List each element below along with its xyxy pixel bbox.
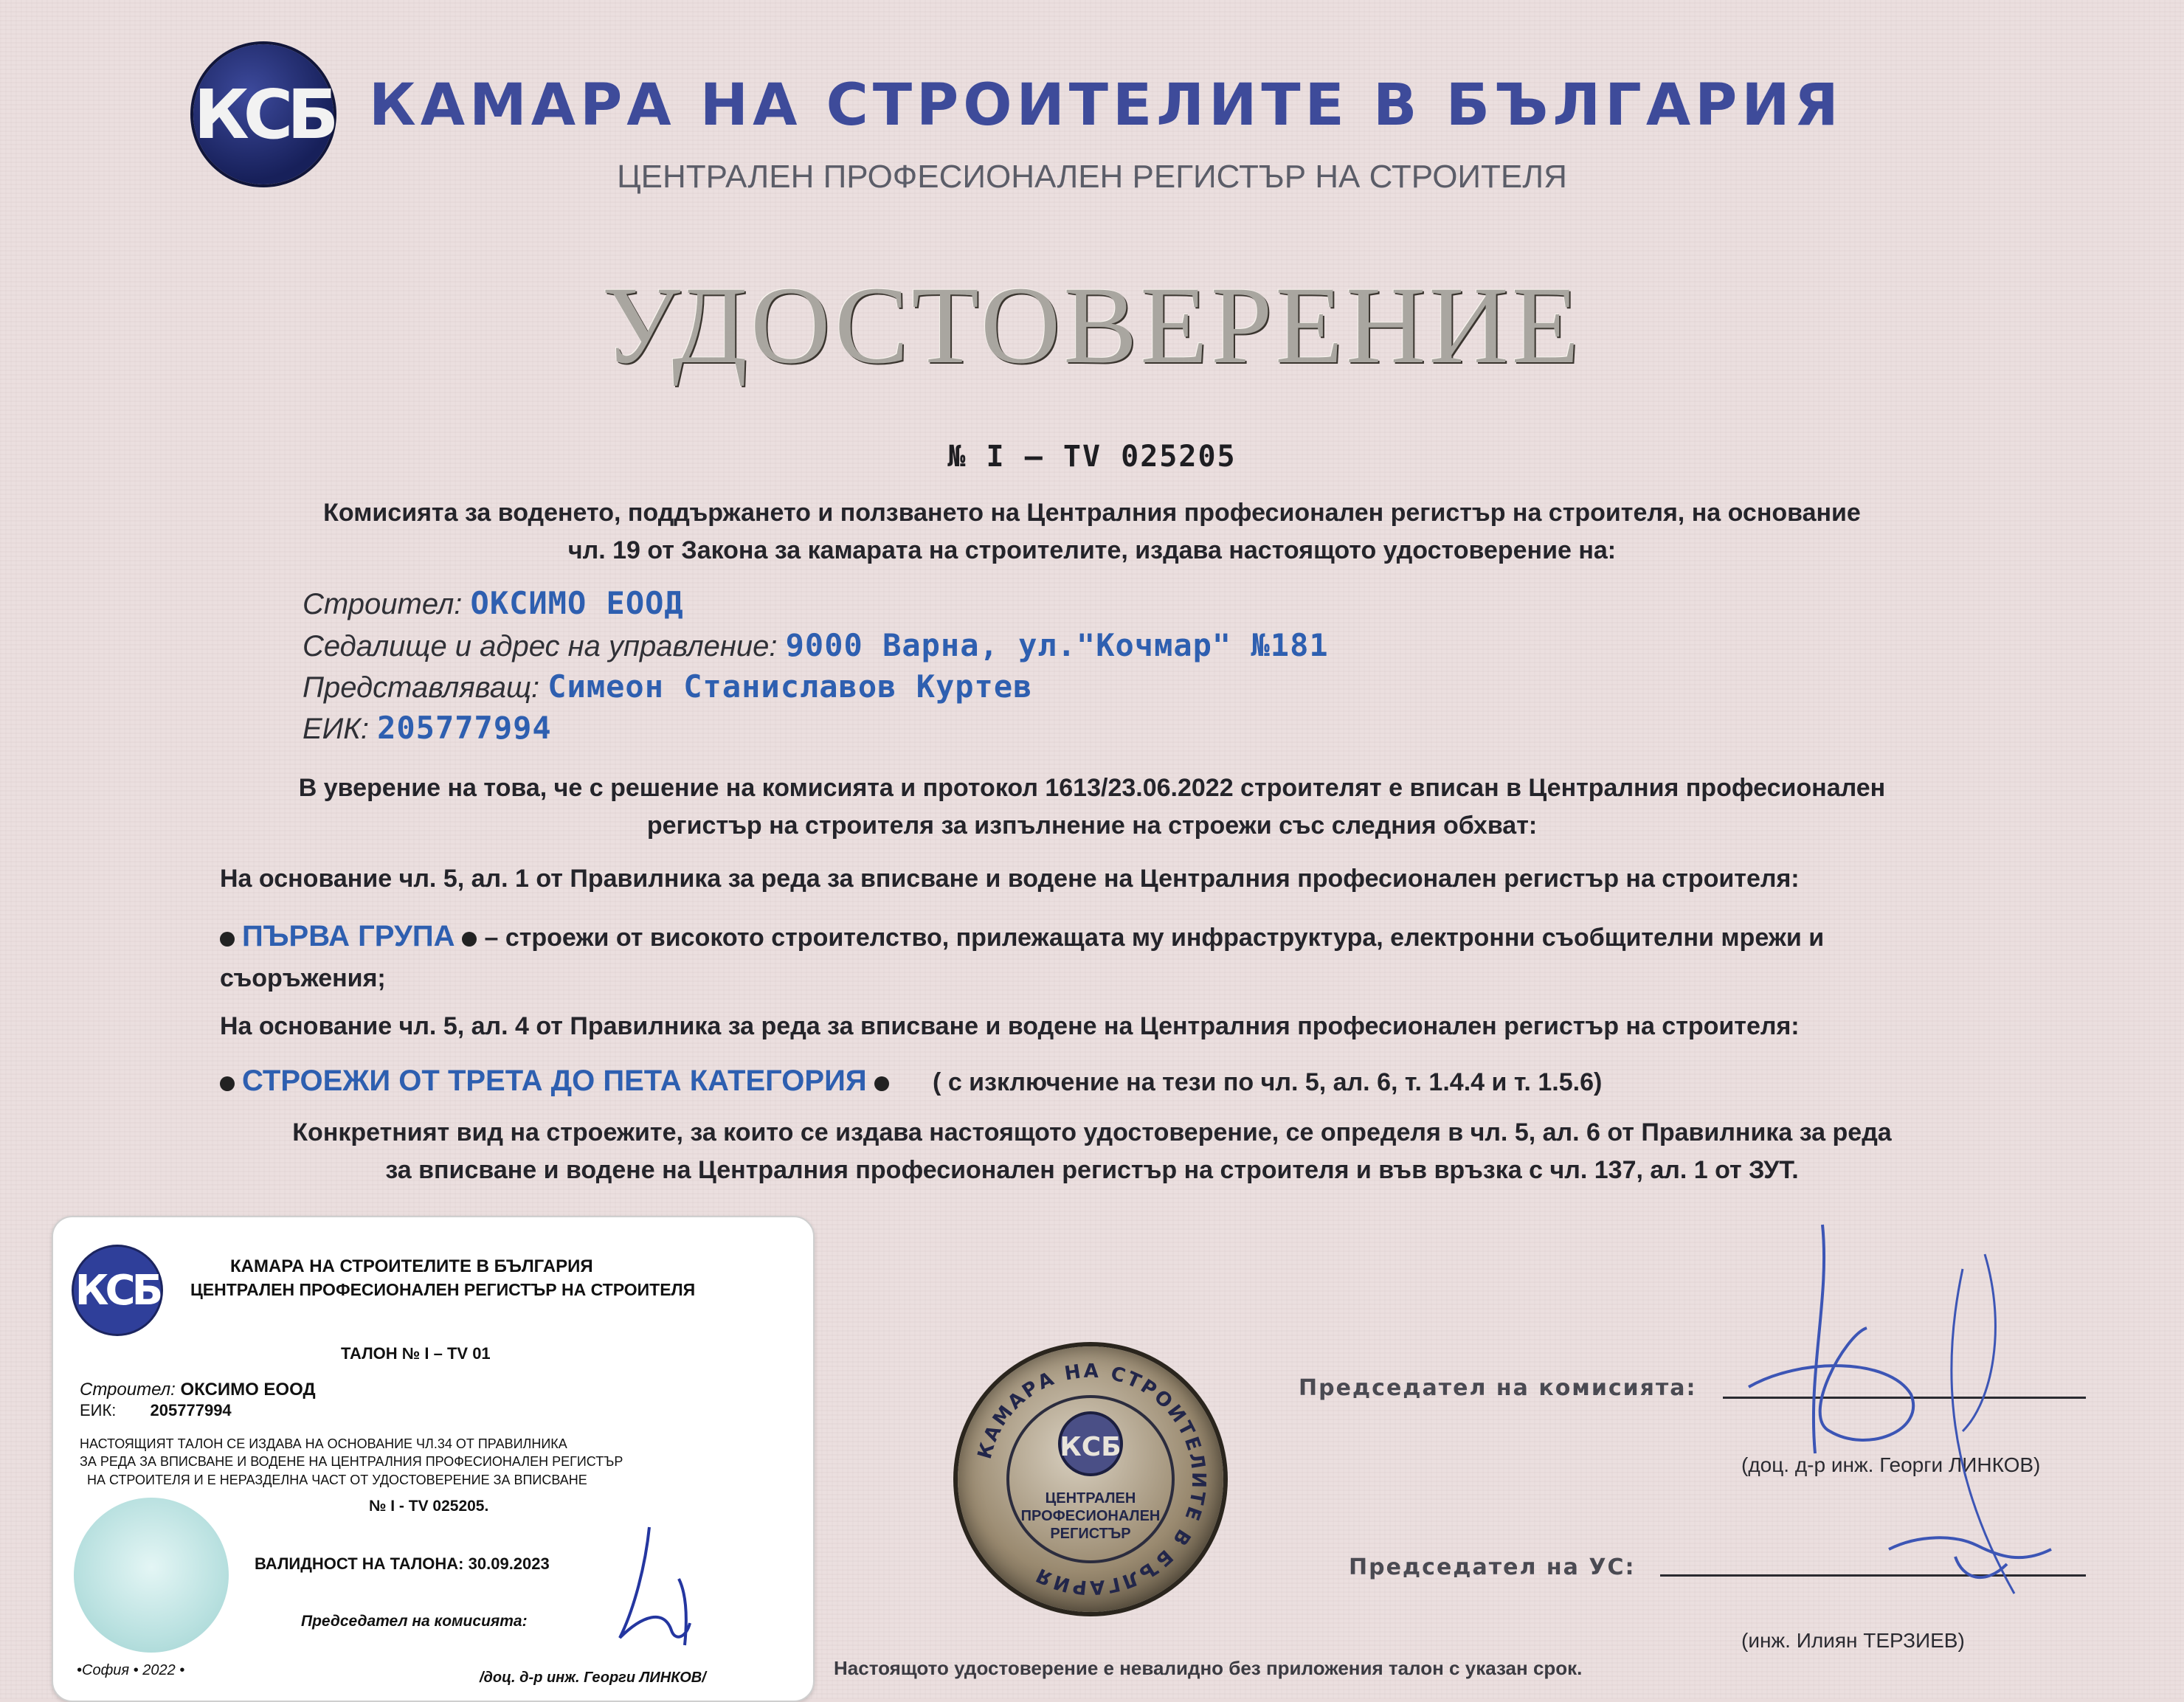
- address-label: Седалище и адрес на управление:: [303, 630, 778, 663]
- group-1-description-cont: съоръжения;: [220, 964, 386, 992]
- embossed-seal: [958, 1346, 1223, 1612]
- basis-1: На основание чл. 5, ал. 1 от Правилника за реда за вписване и водене на Централния професионален регистър на строителя:: [220, 865, 1800, 893]
- group-2-description: ( с изключение на тези по чл. 5, ал. 6, т. 1.4.4 и т. 1.5.6): [933, 1068, 1603, 1096]
- card-chair-label: Председател на комисията:: [301, 1613, 528, 1630]
- chair-commission-signature: [1749, 1225, 1913, 1453]
- seal-logo-text: КСБ: [1060, 1432, 1122, 1462]
- card-eik-row: [80, 1401, 232, 1420]
- intro-line-2: чл. 19 от Закона за камарата на строителите, издава настоящото удостоверение на:: [567, 536, 1617, 564]
- card-notice-line-2: ЗА РЕДА ЗА ВПИСВАНЕ И ВОДЕНЕ НА ЦЕНТРАЛНИЯ ПРОФЕСИОНАЛЕН РЕГИСТЪР: [80, 1454, 623, 1470]
- address-row: [303, 627, 1329, 663]
- group-1: [220, 913, 2035, 998]
- bullet-icon: [220, 1076, 235, 1091]
- card-chair-name: /доц. д-р инж. Георги ЛИНКОВ/: [480, 1670, 706, 1686]
- group-2: [220, 1058, 2035, 1104]
- card-org-name: КАМАРА НА СТРОИТЕЛИТЕ В БЪЛГАРИЯ: [230, 1256, 593, 1276]
- representative-value: Симеон Станиславов Куртев: [547, 668, 1033, 705]
- card-notice: [80, 1435, 623, 1489]
- builder-label: Строител:: [303, 588, 463, 620]
- seal-center-line-1: ЦЕНТРАЛЕН: [1045, 1490, 1136, 1506]
- seal-graphic: [958, 1346, 1223, 1612]
- card-eik-label: ЕИК:: [80, 1401, 117, 1419]
- eik-label: ЕИК:: [303, 713, 369, 745]
- card-validity-row: [255, 1554, 550, 1574]
- group-2-name: СТРОЕЖИ ОТ ТРЕТА ДО ПЕТА КАТЕГОРИЯ: [242, 1065, 867, 1097]
- intro-paragraph: [184, 494, 2000, 570]
- certificate-number: № I – TV 025205: [947, 440, 1237, 474]
- closing-line-2: за вписване и водене на Централния професионален регистър на строителя и във връзка с чл. 137, ал. 1 от ЗУТ.: [385, 1156, 1799, 1184]
- handwritten-signatures: [1719, 1210, 2103, 1638]
- chair-board-label: Председател на УС:: [1349, 1554, 1636, 1580]
- closing-paragraph: [184, 1114, 2000, 1189]
- chair-commission-signature-stroke: [1952, 1254, 2014, 1594]
- eik-row: [303, 710, 552, 746]
- chair-board-signature: [1889, 1537, 2051, 1577]
- registry-name: ЦЕНТРАЛЕН ПРОФЕСИОНАЛЕН РЕГИСТЪР НА СТРОИТЕЛЯ: [617, 159, 1567, 195]
- seal-ring-text: КАМАРА НА СТРОИТЕЛИТЕ В БЪЛГАРИЯ: [973, 1360, 1210, 1599]
- intro-line-1: Комисията за воденето, поддържането и ползването на Централния професионален регистър на строителя, на основание: [323, 499, 1861, 527]
- eik-value: 205777994: [377, 710, 552, 746]
- group-1-name: ПЪРВА ГРУПА: [242, 920, 455, 952]
- certificate-title: УДОСТОВЕРЕНИЕ: [601, 264, 1583, 387]
- decision-line-2: регистър на строителя за изпълнение на строежи със следния обхват:: [646, 812, 1538, 840]
- bullet-icon: [462, 932, 477, 947]
- decision-line-1: В уверение на това, че с решение на комисията и протокол 1613/23.06.2022 строителят е вписан в Централния професионален: [298, 774, 1886, 802]
- basis-2: На основание чл. 5, ал. 4 от Правилника за реда за вписване и водене на Централния професионален регистър на строителя:: [220, 1012, 1800, 1040]
- card-registry-name: ЦЕНТРАЛЕН ПРОФЕСИОНАЛЕН РЕГИСТЪР НА СТРОИТЕЛЯ: [190, 1280, 696, 1299]
- card-signature: [605, 1520, 716, 1660]
- org-name: КАМАРА НА СТРОИТЕЛИТЕ В БЪЛГАРИЯ: [369, 72, 1843, 139]
- builder-value: ОКСИМО ЕООД: [470, 585, 684, 621]
- chair-commission-label: Председател на комисията:: [1299, 1375, 1697, 1401]
- card-cert-ref: № I - TV 025205.: [369, 1498, 489, 1515]
- chair-board-name: (инж. Илиян ТЕРЗИЕВ): [1741, 1629, 1965, 1652]
- ksb-logo-text: КСБ: [193, 75, 334, 154]
- chair-commission-name: (доц. д-р инж. Георги ЛИНКОВ): [1741, 1453, 2041, 1476]
- group-1-description: – строежи от високото строителство, прилежащата му инфраструктура, електронни съобщителни мрежи и: [484, 924, 1825, 952]
- card-builder-value: ОКСИМО ЕООД: [180, 1380, 316, 1400]
- address-value: 9000 Варна, ул."Кочмар" №181: [785, 627, 1329, 663]
- card-validity-label: ВАЛИДНОСТ НА ТАЛОНА:: [255, 1554, 464, 1573]
- hologram-seal: [74, 1498, 229, 1653]
- card-talon-number: ТАЛОН № I – TV 01: [341, 1344, 491, 1363]
- footer-note: Настоящото удостоверение е невалидно без приложения талон с указан срок.: [834, 1657, 1583, 1679]
- card-logo-text: КСБ: [75, 1266, 160, 1315]
- card-builder-label: Строител:: [80, 1380, 176, 1400]
- bullet-icon: [220, 932, 235, 947]
- card-logo: [74, 1247, 161, 1334]
- bullet-icon: [874, 1076, 889, 1091]
- card-validity-value: 30.09.2023: [468, 1554, 550, 1573]
- seal-center-line-3: РЕГИСТЪР: [1050, 1526, 1131, 1542]
- builder-row: [303, 585, 684, 621]
- seal-center-line-2: ПРОФЕСИОНАЛЕН: [1020, 1508, 1161, 1524]
- closing-line-1: Конкретният вид на строежите, за които се издава настоящото удостоверение, се определя в чл. 5, ал. 6 от Правилника за реда: [292, 1118, 1892, 1146]
- representative-row: [303, 668, 1032, 705]
- card-notice-line-1: НАСТОЯЩИЯТ ТАЛОН СЕ ИЗДАВА НА ОСНОВАНИЕ ЧЛ.34 ОТ ПРАВИЛНИКА: [80, 1436, 567, 1451]
- representative-label: Представляващ:: [303, 671, 540, 704]
- decision-paragraph: [184, 769, 2000, 845]
- card-builder-row: [80, 1380, 316, 1400]
- card-place-date: •София • 2022 •: [77, 1662, 185, 1678]
- card-eik-value: 205777994: [150, 1401, 232, 1419]
- card-notice-line-3: НА СТРОИТЕЛЯ И Е НЕРАЗДЕЛНА ЧАСТ ОТ УДОСТОВЕРЕНИЕ ЗА ВПИСВАНЕ: [87, 1472, 587, 1487]
